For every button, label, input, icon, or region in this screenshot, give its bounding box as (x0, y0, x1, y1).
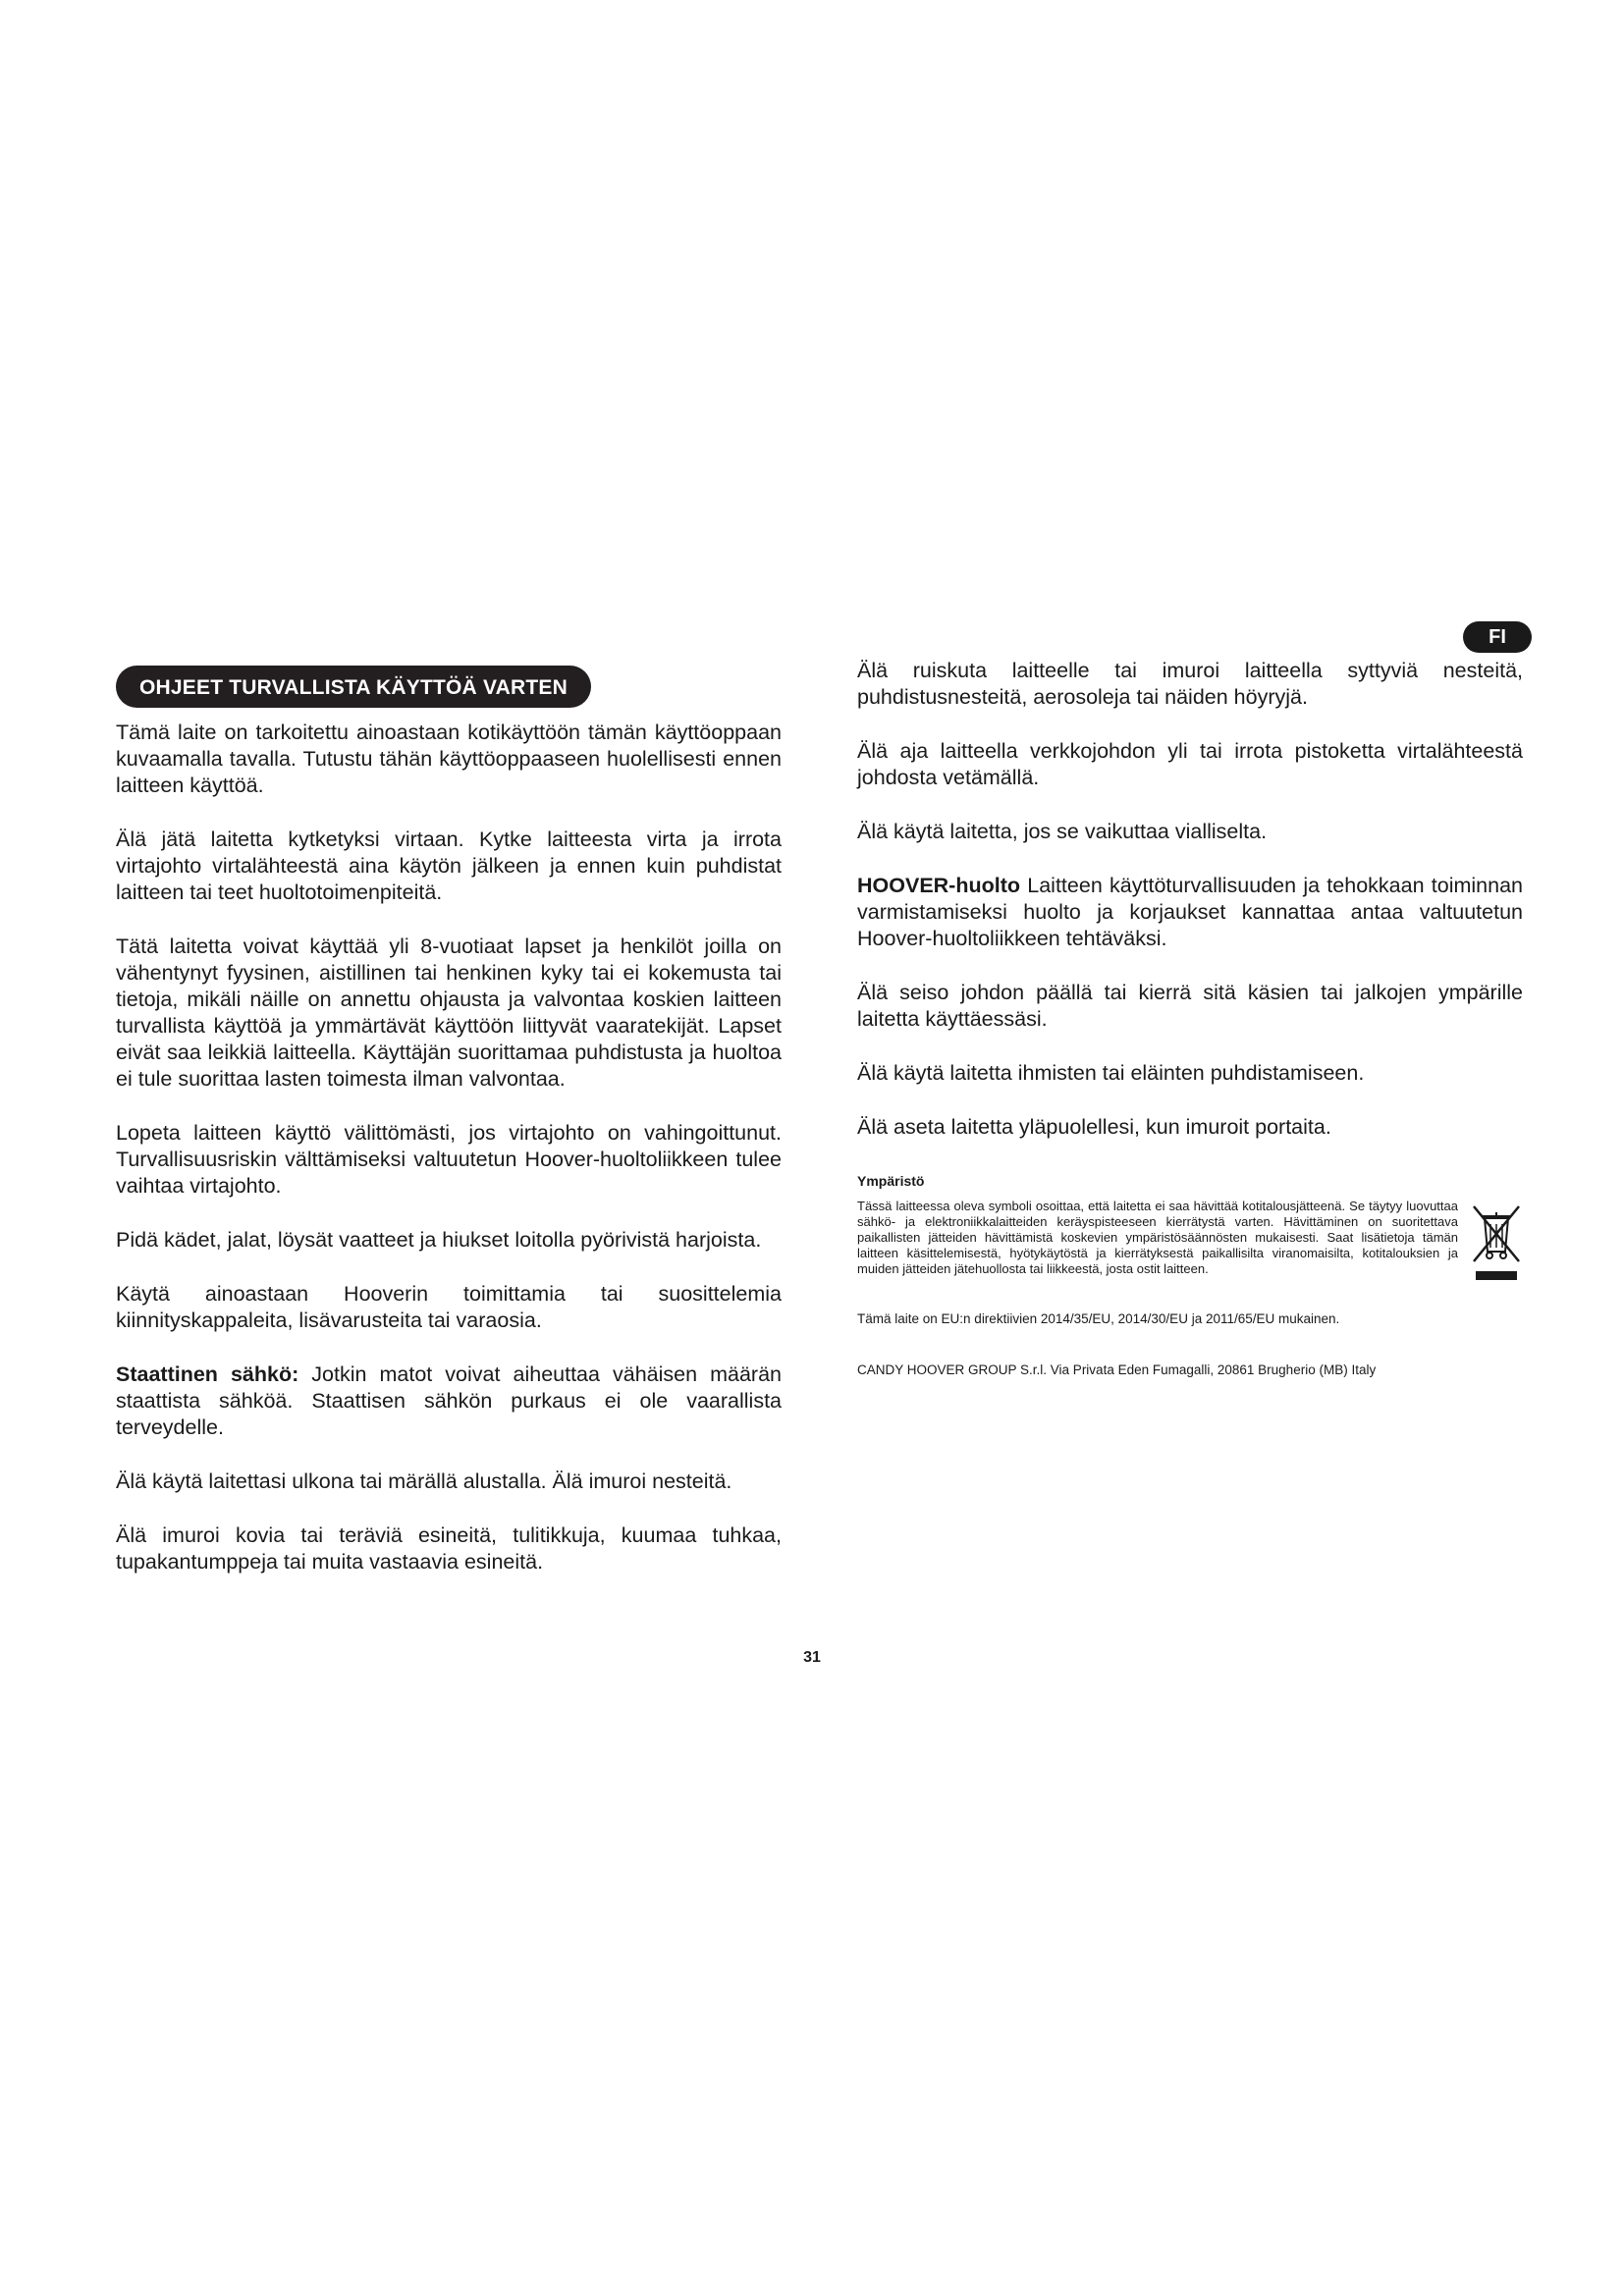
paragraph-children: Tätä laitetta voivat käyttää yli 8-vuotiaat lapset ja henkilöt joilla on vähentynyt fyysinen, aistillinen tai henkinen kyky tai ei kokemusta tai tietoja, mikäli näille on annettu ohjausta ja valvontaa koskien laitteen turvallista käyttöä ja ymmärtävät käyttöön liittyvät vaaratekijät. Lapset eivät saa leikkiä laitteella. Käyttäjän suorittamaa puhdistusta ja huoltoa ei tule suorittaa lasten toimesta ilman valvontaa. (116, 934, 782, 1091)
environment-text: Tässä laitteessa oleva symboli osoittaa, että laitetta ei saa hävittää kotitalousjätteenä. Se täytyy luovuttaa sähkö- ja elektroniikkalaitteiden keräyspisteeseen kierrätystä varten. Hävittäminen on suoritettava paikallisten jätteiden hävittämistä koskevien ympäristösäännösten mukaisesti. Saat lisätietoja tämän laitteen käsittelemisestä, hyötykäytöstä ja kierrätyksestä paikallisilta viranomaisilta, kotitalouksien ja muiden jätteiden jätehuollosta tai liikkeestä, josta ostit laitteen. (857, 1199, 1458, 1276)
crossed-out-wheelie-bin-icon (1470, 1202, 1523, 1287)
environment-title: Ympäristö (857, 1173, 925, 1189)
service-text: Laitteen käyttöturvallisuuden ja tehokkaan toiminnan varmistamiseksi huolto ja korjaukset kannattaa antaa valtuutetun Hoover-huoltoliikkeen tehtäväksi. (857, 874, 1523, 950)
left-column (116, 666, 782, 1603)
paragraph-stand-on-cord: Älä seiso johdon päällä tai kierrä sitä käsien tai jalkojen ympärille laitetta käyttäessäsi. (857, 981, 1523, 1031)
paragraph-brushes: Pidä kädet, jalat, löysät vaatteet ja hiukset loitolla pyörivistä harjoista. (116, 1228, 762, 1252)
paragraph-outdoors: Älä käytä laitettasi ulkona tai märällä alustalla. Älä imuroi nesteitä. (116, 1469, 732, 1493)
environment-section (857, 1199, 1523, 1287)
paragraph-sharp-objects: Älä imuroi kovia tai teräviä esineitä, tulitikkuja, kuumaa tuhkaa, tupakantumppeja tai muita vastaavia esineitä. (116, 1523, 782, 1574)
paragraph-flammable: Älä ruiskuta laitteelle tai imuroi laitteella syttyviä nesteitä, puhdistusnesteitä, aerosoleja tai näiden höyryjä. (857, 659, 1523, 709)
right-column (857, 658, 1523, 1413)
static-text: Jotkin matot voivat aiheuttaa vähäisen määrän staattista sähköä. Staattisen sähkön purkaus ei ole vaarallista terveydelle. (116, 1362, 782, 1439)
paragraph-unplug: Älä jätä laitetta kytketyksi virtaan. Kytke laitteesta virta ja irrota virtajohto virtalähteestä aina käytön jälkeen ja ennen kuin puhdistat laitteen tai teet huoltotoimenpiteitä. (116, 828, 782, 904)
paragraph-stairs: Älä aseta laitetta yläpuolellesi, kun imuroit portaita. (857, 1115, 1331, 1139)
paragraph-cord-over: Älä aja laitteella verkkojohdon yli tai irrota pistoketta virtalähteestä johdosta vetämällä. (857, 739, 1523, 789)
page-number: 31 (803, 1649, 821, 1666)
paragraph-service (857, 873, 1523, 952)
section-heading: OHJEET TURVALLISTA KÄYTTÖÄ VARTEN (116, 666, 591, 708)
paragraph-faulty: Älä käytä laitetta, jos se vaikuttaa vialliselta. (857, 820, 1268, 843)
language-badge: FI (1463, 621, 1532, 653)
directive-text: Tämä laite on EU:n direktiivien 2014/35/EU, 2014/30/EU ja 2011/65/EU mukainen. (857, 1311, 1340, 1326)
paragraph-damaged-cord: Lopeta laitteen käyttö välittömästi, jos virtajohto on vahingoittunut. Turvallisuusriskin välttämiseksi valtuutetun Hoover-huoltoliikkeen tulee vaihtaa virtajohto. (116, 1121, 782, 1198)
static-label: Staattinen sähkö: (116, 1362, 299, 1386)
company-address: CANDY HOOVER GROUP S.r.l. Via Privata Eden Fumagalli, 20861 Brugherio (MB) Italy (857, 1362, 1377, 1377)
paragraph-intended-use: Tämä laite on tarkoitettu ainoastaan kotikäyttöön tämän käyttöoppaan kuvaamalla tavalla. Tutustu tähän käyttöoppaaseen huolellisesti ennen laitteen käyttöä. (116, 721, 782, 797)
paragraph-accessories: Käytä ainoastaan Hooverin toimittamia tai suosittelemia kiinnityskappaleita, lisävarusteita tai varaosia. (116, 1282, 782, 1332)
service-label: HOOVER-huolto (857, 874, 1021, 897)
paragraph-static (116, 1362, 782, 1441)
paragraph-people-animals: Älä käytä laitetta ihmisten tai eläinten puhdistamiseen. (857, 1061, 1365, 1085)
